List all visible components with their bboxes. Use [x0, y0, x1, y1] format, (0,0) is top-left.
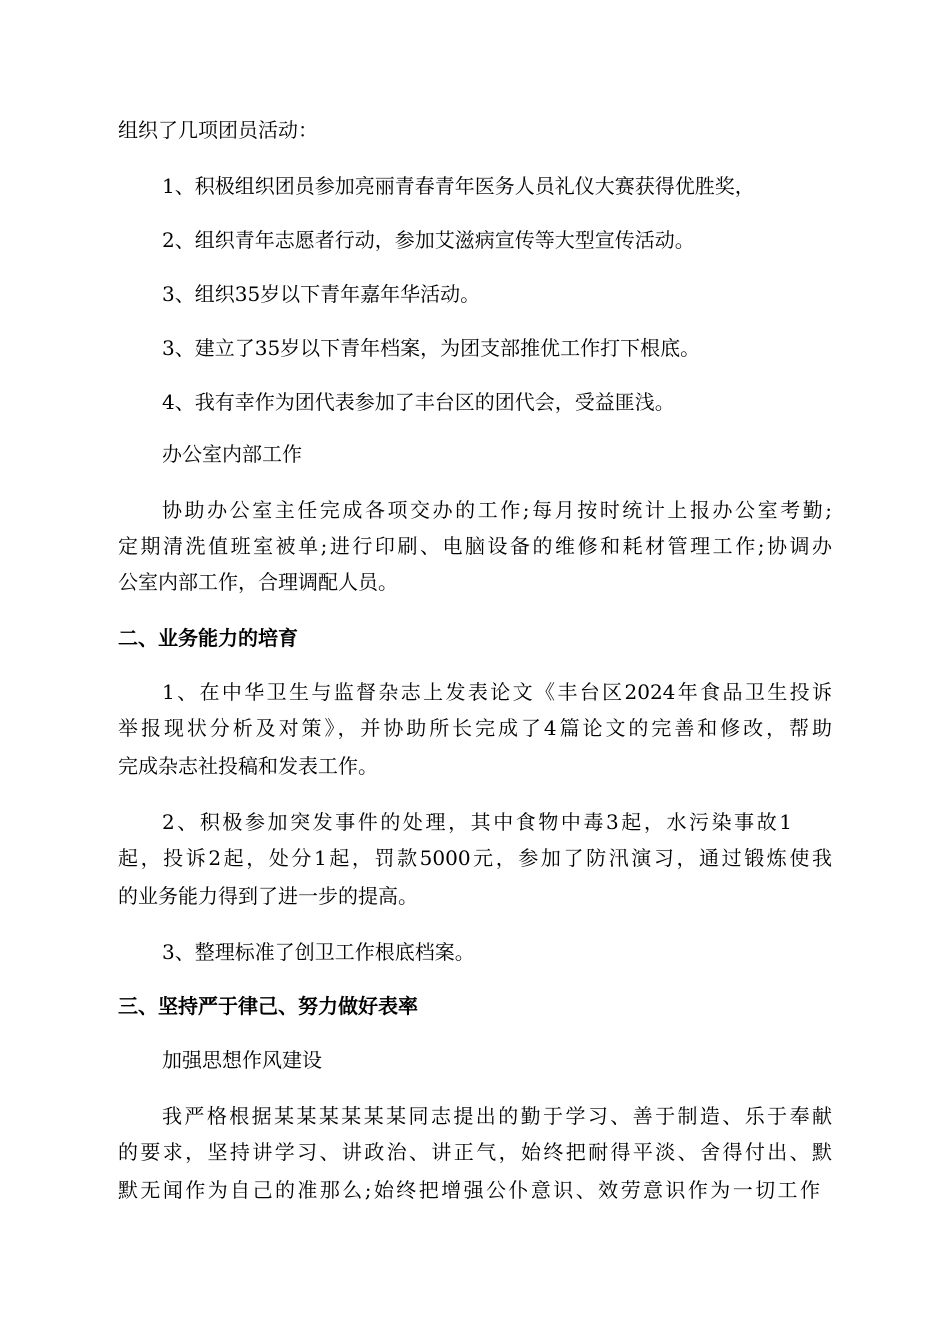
subheading: 办公室内部工作 [162, 442, 302, 466]
text-line: 组织了几项团员活动： [118, 118, 318, 142]
list-item: 2、组织青年志愿者行动，参加艾滋病宣传等大型宣传活动。 [162, 228, 695, 252]
section-heading: 三、坚持严于律己、努力做好表率 [118, 994, 418, 1018]
list-item: 3、整理标准了创卫工作根底档案。 [162, 940, 475, 964]
paragraph-line: 协助办公室主任完成各项交办的工作;每月按时统计上报办公室考勤; [162, 498, 832, 522]
paragraph-line: 公室内部工作，合理调配人员。 [118, 570, 398, 594]
paragraph-line: 我严格根据某某某某某某同志提出的勤于学习、善于制造、乐于奉献 [162, 1104, 832, 1128]
paragraph-line: 定期清洗值班室被单;进行印刷、电脑设备的维修和耗材管理工作;协调办 [118, 534, 832, 558]
paragraph-line: 的业务能力得到了进一步的提高。 [118, 884, 418, 908]
list-item: 3、组织35岁以下青年嘉年华活动。 [162, 282, 481, 306]
paragraph-line: 默无闻作为自己的准那么;始终把增强公仆意识、效劳意识作为一切工作 [118, 1178, 820, 1202]
section-heading: 二、业务能力的培育 [118, 626, 298, 650]
list-item: 1、积极组织团员参加亮丽青春青年医务人员礼仪大赛获得优胜奖， [162, 174, 755, 198]
paragraph-line: 的要求，坚持讲学习、讲政治、讲正气，始终把耐得平淡、舍得付出、默 [118, 1140, 832, 1164]
paragraph-line: 完成杂志社投稿和发表工作。 [118, 754, 378, 778]
list-item: 3、建立了35岁以下青年档案，为团支部推优工作打下根底。 [162, 336, 701, 360]
paragraph-line: 2、积极参加突发事件的处理，其中食物中毒3起，水污染事故1 [162, 810, 792, 834]
paragraph-line: 1、在中华卫生与监督杂志上发表论文《丰台区2024年食品卫生投诉 [162, 680, 832, 704]
paragraph-line: 举报现状分析及对策》，并协助所长完成了4篇论文的完善和修改，帮助 [118, 716, 832, 740]
paragraph-line: 起，投诉2起，处分1起，罚款5000元，参加了防汛演习，通过锻炼使我 [118, 846, 832, 870]
list-item: 4、我有幸作为团代表参加了丰台区的团代会，受益匪浅。 [162, 390, 675, 414]
subheading: 加强思想作风建设 [162, 1048, 322, 1072]
